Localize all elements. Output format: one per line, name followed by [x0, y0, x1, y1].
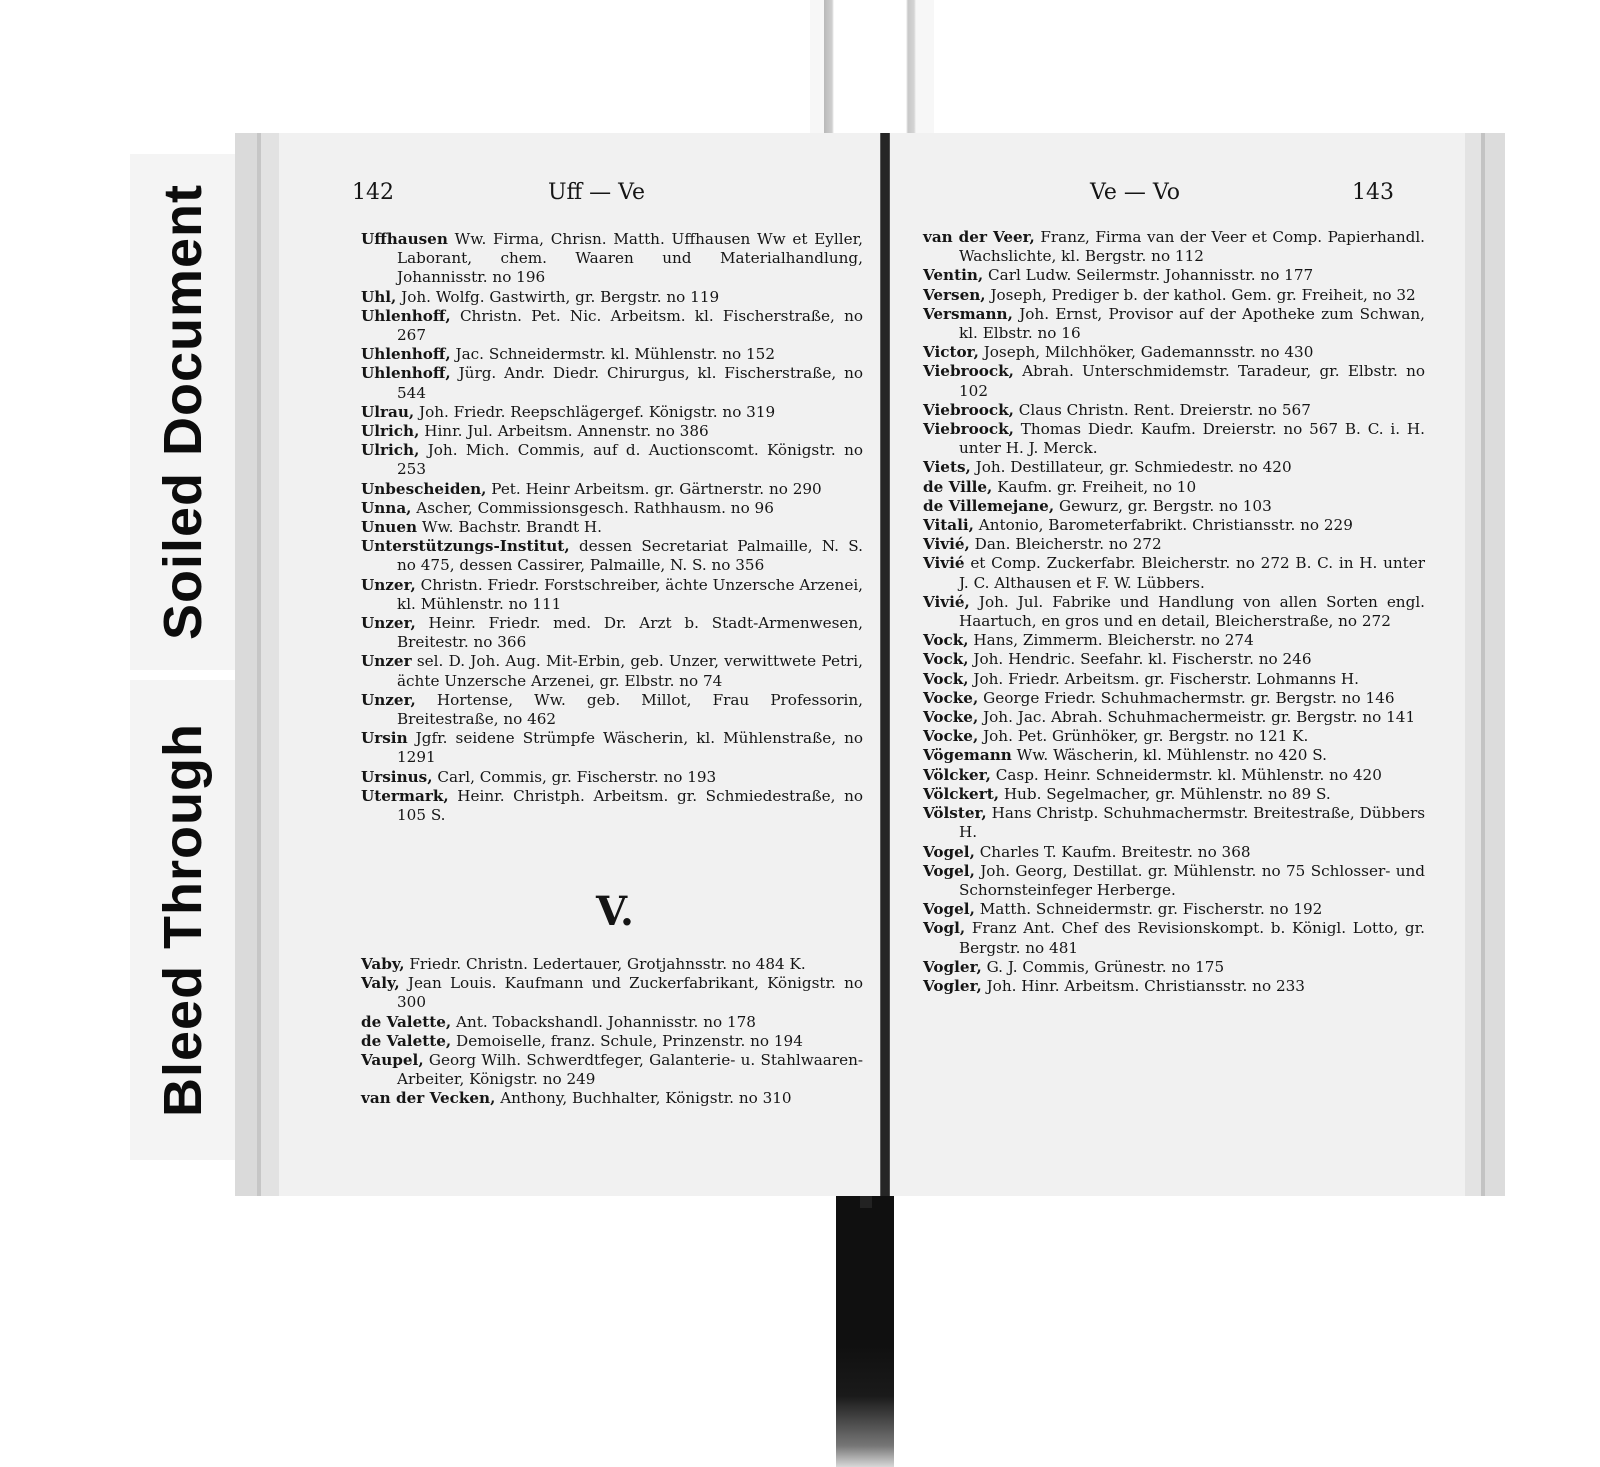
- entry-name: Unzer,: [361, 690, 416, 709]
- entry-name: de Villemejane,: [923, 496, 1055, 515]
- directory-entry: [361, 691, 863, 729]
- right-running-head: Ve — Vo: [1090, 180, 1180, 205]
- directory-entry: [923, 631, 1425, 650]
- entry-name: Völster,: [923, 804, 987, 823]
- entry-name: Vitali,: [923, 516, 974, 535]
- directory-entry: [923, 900, 1425, 919]
- directory-entry: [361, 537, 863, 575]
- entry-details: Heinr. Friedr. med. Dr. Arzt b. Stadt-Armenwesen, Breitestr. no 366: [397, 614, 863, 652]
- directory-entry: [923, 766, 1425, 785]
- directory-entry: [361, 345, 863, 364]
- directory-entry: [361, 230, 863, 288]
- entry-name: Viebroock,: [923, 400, 1014, 419]
- directory-entry: [923, 650, 1425, 669]
- directory-entry: [923, 401, 1425, 420]
- spine-bottom-binding: [836, 1196, 894, 1467]
- entry-details: Joh. Hinr. Arbeitsm. Christiansstr. no 233: [986, 976, 1305, 995]
- entry-name: Vivié,: [923, 535, 970, 554]
- entry-name: Victor,: [923, 343, 979, 362]
- directory-entry: [361, 422, 863, 441]
- entry-details: Joh. Ernst, Provisor auf der Apotheke zum Schwan, kl. Elbstr. no 16: [959, 304, 1426, 343]
- directory-entry: [361, 288, 863, 307]
- entry-name: Unuen: [361, 518, 418, 537]
- entry-name: de Ville,: [923, 477, 993, 496]
- left-page-number: 142: [352, 180, 394, 205]
- spine-top-strip: [810, 0, 934, 150]
- directory-entry: [361, 1032, 863, 1051]
- entry-details: sel. D. Joh. Aug. Mit-Erbin, geb. Unzer, verwittwete Petri, ächte Unzersche Arzenei, gr. Elbstr. no 74: [397, 652, 863, 690]
- entry-name: Unzer,: [361, 575, 416, 594]
- entry-details: Joseph, Prediger b. der kathol. Gem. gr. Freiheit, no 32: [990, 285, 1416, 304]
- directory-entry: [923, 958, 1425, 977]
- entry-details: George Friedr. Schuhmachermstr. gr. Bergstr. no 146: [983, 688, 1395, 707]
- entry-details: Ww. Wäscherin, kl. Mühlenstr. no 420 S.: [1016, 746, 1327, 765]
- directory-entry: [923, 919, 1425, 957]
- directory-entry: [923, 286, 1425, 305]
- entry-name: Viebroock,: [923, 420, 1014, 439]
- entry-details: Joseph, Milchhöker, Gademannsstr. no 430: [983, 343, 1314, 362]
- entry-details: Joh. Georg, Destillat. gr. Mühlenstr. no 75 Schlosser- und Schornsteinfeger Herberge.: [959, 861, 1426, 899]
- directory-entry: [923, 785, 1425, 804]
- entry-details: Joh. Hendric. Seefahr. kl. Fischerstr. no 246: [973, 650, 1312, 669]
- directory-entry: [923, 804, 1425, 842]
- directory-entry: [923, 305, 1425, 343]
- entry-details: Hub. Segelmacher, gr. Mühlenstr. no 89 S.: [1003, 784, 1331, 803]
- directory-entry: [361, 480, 863, 499]
- section-letter-v: V.: [596, 888, 634, 935]
- directory-entry: [923, 554, 1425, 592]
- entry-details: Matth. Schneidermstr. gr. Fischerstr. no 192: [979, 900, 1323, 919]
- entry-name: Uhlenhoff,: [361, 345, 451, 364]
- entry-name: Vogler,: [923, 976, 982, 995]
- entry-details: Joh. Mich. Commis, auf d. Auctionscomt. Königstr. no 253: [397, 441, 863, 479]
- entry-details: Ww. Firma, Chrisn. Matth. Uffhausen Ww et Eyller, Laborant, chem. Waaren und Materialhandlung, Johannisstr. no 196: [397, 230, 864, 287]
- entry-name: Vivié,: [923, 592, 970, 611]
- entry-name: Unterstützungs-Institut,: [361, 537, 570, 556]
- right-page-number: 143: [1352, 180, 1394, 205]
- entry-name: Ursin: [361, 729, 408, 748]
- directory-entry: [361, 974, 863, 1012]
- directory-entry: [361, 403, 863, 422]
- entry-details: Jürg. Andr. Diedr. Chirurgus, kl. Fischerstraße, no 544: [397, 364, 864, 402]
- entry-details: Joh. Friedr. Reepschlägergef. Königstr. no 319: [419, 402, 776, 421]
- directory-entry: [361, 768, 863, 787]
- entry-name: de Valette,: [361, 1012, 452, 1031]
- entry-name: Uhlenhoff,: [361, 306, 451, 325]
- entry-name: Vogl,: [923, 919, 966, 938]
- directory-entry: [923, 708, 1425, 727]
- entry-details: Joh. Jul. Fabrike und Handlung von allen Sorten engl. Haartuch, en gros und en detail, Bleicherstraße, no 272: [959, 592, 1426, 631]
- soiled-document-tab: [130, 154, 236, 670]
- directory-entry: [361, 729, 863, 767]
- entry-name: Ventin,: [923, 266, 984, 285]
- entry-details: Heinr. Christph. Arbeitsm. gr. Schmiedestraße, no 105 S.: [397, 786, 864, 825]
- entry-name: Ulrich,: [361, 422, 420, 441]
- directory-entry: [361, 364, 863, 402]
- entry-details: Ant. Tobackshandl. Johannisstr. no 178: [456, 1012, 756, 1031]
- directory-entry: [923, 727, 1425, 746]
- entry-name: Unzer: [361, 652, 412, 671]
- entry-name: Völcker,: [923, 765, 991, 784]
- entry-name: Ulrich,: [361, 441, 420, 460]
- entry-details: Carl Ludw. Seilermstr. Johannisstr. no 177: [988, 266, 1314, 285]
- directory-entry: [923, 670, 1425, 689]
- entry-details: Gewurz, gr. Bergstr. no 103: [1058, 496, 1272, 515]
- entry-name: Versmann,: [923, 304, 1013, 323]
- entry-details: Joh. Destillateur, gr. Schmiedestr. no 420: [975, 458, 1292, 477]
- entry-details: Pet. Heinr Arbeitsm. gr. Gärtnerstr. no 290: [491, 479, 822, 498]
- entry-name: van der Veer,: [923, 228, 1035, 246]
- directory-entry: [923, 843, 1425, 862]
- directory-entry: [923, 516, 1425, 535]
- entry-details: Ww. Bachstr. Brandt H.: [421, 518, 602, 537]
- entry-name: Vock,: [923, 669, 969, 688]
- directory-entry: [923, 535, 1425, 554]
- entry-details: Hans, Zimmerm. Bleicherstr. no 274: [973, 631, 1254, 650]
- directory-entry: [923, 420, 1425, 458]
- directory-entry: [361, 614, 863, 652]
- entry-details: Kaufm. gr. Freiheit, no 10: [997, 477, 1197, 496]
- directory-entry: [923, 458, 1425, 477]
- right-entry-list: [923, 228, 1425, 996]
- entry-details: Charles T. Kaufm. Breitestr. no 368: [979, 842, 1251, 861]
- entry-details: Friedr. Christn. Ledertauer, Grotjahnsstr. no 484 K.: [409, 955, 806, 973]
- left-running-head: Uff — Ve: [548, 180, 646, 205]
- entry-details: Dan. Bleicherstr. no 272: [974, 535, 1162, 554]
- entry-details: Franz, Firma van der Veer et Comp. Papierhandl. Wachslichte, kl. Bergstr. no 112: [959, 228, 1426, 266]
- directory-entry: [923, 689, 1425, 708]
- directory-entry: [923, 362, 1425, 400]
- entry-name: Vocke,: [923, 727, 979, 746]
- directory-entry: [923, 478, 1425, 497]
- entry-name: Viebroock,: [923, 362, 1014, 381]
- directory-entry: [361, 1013, 863, 1032]
- directory-entry: [361, 787, 863, 825]
- entry-details: Demoiselle, franz. Schule, Prinzenstr. no 194: [456, 1031, 803, 1050]
- entry-name: Unna,: [361, 498, 412, 517]
- entry-name: Vogel,: [923, 861, 975, 880]
- entry-details: Jean Louis. Kaufmann und Zuckerfabrikant, Königstr. no 300: [397, 974, 864, 1012]
- directory-entry: [361, 652, 863, 690]
- entry-name: de Valette,: [361, 1031, 452, 1050]
- entry-name: Uhl,: [361, 287, 397, 306]
- left-entry-list: [361, 230, 863, 825]
- entry-details: Jac. Schneidermstr. kl. Mühlenstr. no 152: [455, 345, 775, 364]
- directory-entry: [361, 955, 863, 974]
- entry-name: Ulrau,: [361, 402, 415, 421]
- entry-name: Vaupel,: [361, 1051, 424, 1070]
- entry-details: Joh. Wolfg. Gastwirth, gr. Bergstr. no 119: [401, 287, 720, 306]
- entry-details: Hortense, Ww. geb. Millot, Frau Professorin, Breitestraße, no 462: [397, 690, 864, 729]
- entry-details: Antonio, Barometerfabrikt. Christiansstr. no 229: [978, 516, 1353, 535]
- entry-name: Vock,: [923, 650, 969, 669]
- directory-entry: [361, 1089, 863, 1108]
- entry-details: et Comp. Zuckerfabr. Bleicherstr. no 272 B. C. in H. unter J. C. Althausen et F. W. Lübbers.: [959, 554, 1425, 592]
- entry-name: Uhlenhoff,: [361, 364, 451, 383]
- entry-name: Völckert,: [923, 784, 1000, 803]
- entry-name: Vaby,: [361, 955, 405, 973]
- directory-entry: [923, 977, 1425, 996]
- entry-name: Vocke,: [923, 688, 979, 707]
- entry-name: Unbescheiden,: [361, 479, 487, 498]
- entry-name: van der Vecken,: [361, 1089, 496, 1108]
- directory-entry: [361, 499, 863, 518]
- entry-name: Ursinus,: [361, 767, 433, 786]
- entry-name: Vogler,: [923, 957, 982, 976]
- bleed-through-label: Bleed Through: [153, 723, 214, 1117]
- entry-name: Vögemann: [923, 746, 1012, 765]
- entry-details: G. J. Commis, Grünestr. no 175: [986, 957, 1225, 976]
- entry-details: Franz Ant. Chef des Revisionskompt. b. Königl. Lotto, gr. Bergstr. no 481: [959, 919, 1426, 957]
- entry-name: Vogel,: [923, 900, 975, 919]
- directory-entry: [361, 1051, 863, 1089]
- entry-name: Versen,: [923, 285, 986, 304]
- entry-details: Jgfr. seidene Strümpfe Wäscherin, kl. Mühlenstraße, no 1291: [397, 729, 863, 767]
- entry-details: Abrah. Unterschmidemstr. Taradeur, gr. Elbstr. no 102: [959, 362, 1426, 400]
- entry-details: Anthony, Buchhalter, Königstr. no 310: [500, 1089, 792, 1108]
- directory-entry: [923, 343, 1425, 362]
- directory-entry: [923, 266, 1425, 285]
- soiled-document-label: Soiled Document: [153, 183, 214, 641]
- entry-details: Georg Wilh. Schwerdtfeger, Galanterie- u. Stahlwaaren-Arbeiter, Königstr. no 249: [397, 1051, 863, 1089]
- bleed-through-tab: [130, 680, 236, 1160]
- directory-entry: [923, 593, 1425, 631]
- entry-details: Joh. Jac. Abrah. Schuhmachermeistr. gr. Bergstr. no 141: [983, 708, 1416, 727]
- left-v-entry-list: [361, 955, 863, 1109]
- entry-name: Vocke,: [923, 708, 979, 727]
- entry-details: Casp. Heinr. Schneidermstr. kl. Mühlenstr. no 420: [995, 765, 1382, 784]
- directory-entry: [361, 518, 863, 537]
- directory-entry: [923, 862, 1425, 900]
- entry-name: Unzer,: [361, 614, 416, 633]
- entry-name: Viets,: [923, 458, 971, 477]
- entry-details: Claus Christn. Rent. Dreierstr. no 567: [1018, 400, 1311, 419]
- directory-entry: [361, 307, 863, 345]
- entry-details: Thomas Diedr. Kaufm. Dreierstr. no 567 B. C. i. H. unter H. J. Merck.: [959, 420, 1426, 458]
- entry-details: Christn. Friedr. Forstschreiber, ächte Unzersche Arzenei, kl. Mühlenstr. no 111: [397, 575, 864, 613]
- entry-name: Vivié: [923, 554, 965, 573]
- directory-entry: [923, 746, 1425, 765]
- entry-details: dessen Secretariat Palmaille, N. S. no 475, dessen Cassirer, Palmaille, N. S. no 356: [397, 537, 863, 575]
- entry-details: Hinr. Jul. Arbeitsm. Annenstr. no 386: [424, 422, 709, 441]
- entry-details: Joh. Friedr. Arbeitsm. gr. Fischerstr. Lohmanns H.: [973, 669, 1359, 688]
- entry-details: Carl, Commis, gr. Fischerstr. no 193: [437, 767, 717, 786]
- entry-name: Uffhausen: [361, 230, 448, 248]
- directory-entry: [923, 228, 1425, 266]
- entry-name: Utermark,: [361, 786, 449, 805]
- entry-details: Hans Christp. Schuhmachermstr. Breitestraße, Dübbers H.: [959, 804, 1425, 842]
- directory-entry: [361, 441, 863, 479]
- directory-entry: [361, 576, 863, 614]
- entry-details: Ascher, Commissionsgesch. Rathhausm. no 96: [416, 498, 774, 517]
- entry-details: Christn. Pet. Nic. Arbeitsm. kl. Fischerstraße, no 267: [397, 306, 863, 345]
- book-gutter: [881, 133, 889, 1196]
- directory-entry: [923, 497, 1425, 516]
- entry-details: Joh. Pet. Grünhöker, gr. Bergstr. no 121 K.: [983, 727, 1309, 746]
- entry-name: Valy,: [361, 974, 400, 993]
- entry-name: Vogel,: [923, 842, 975, 861]
- entry-name: Vock,: [923, 631, 969, 650]
